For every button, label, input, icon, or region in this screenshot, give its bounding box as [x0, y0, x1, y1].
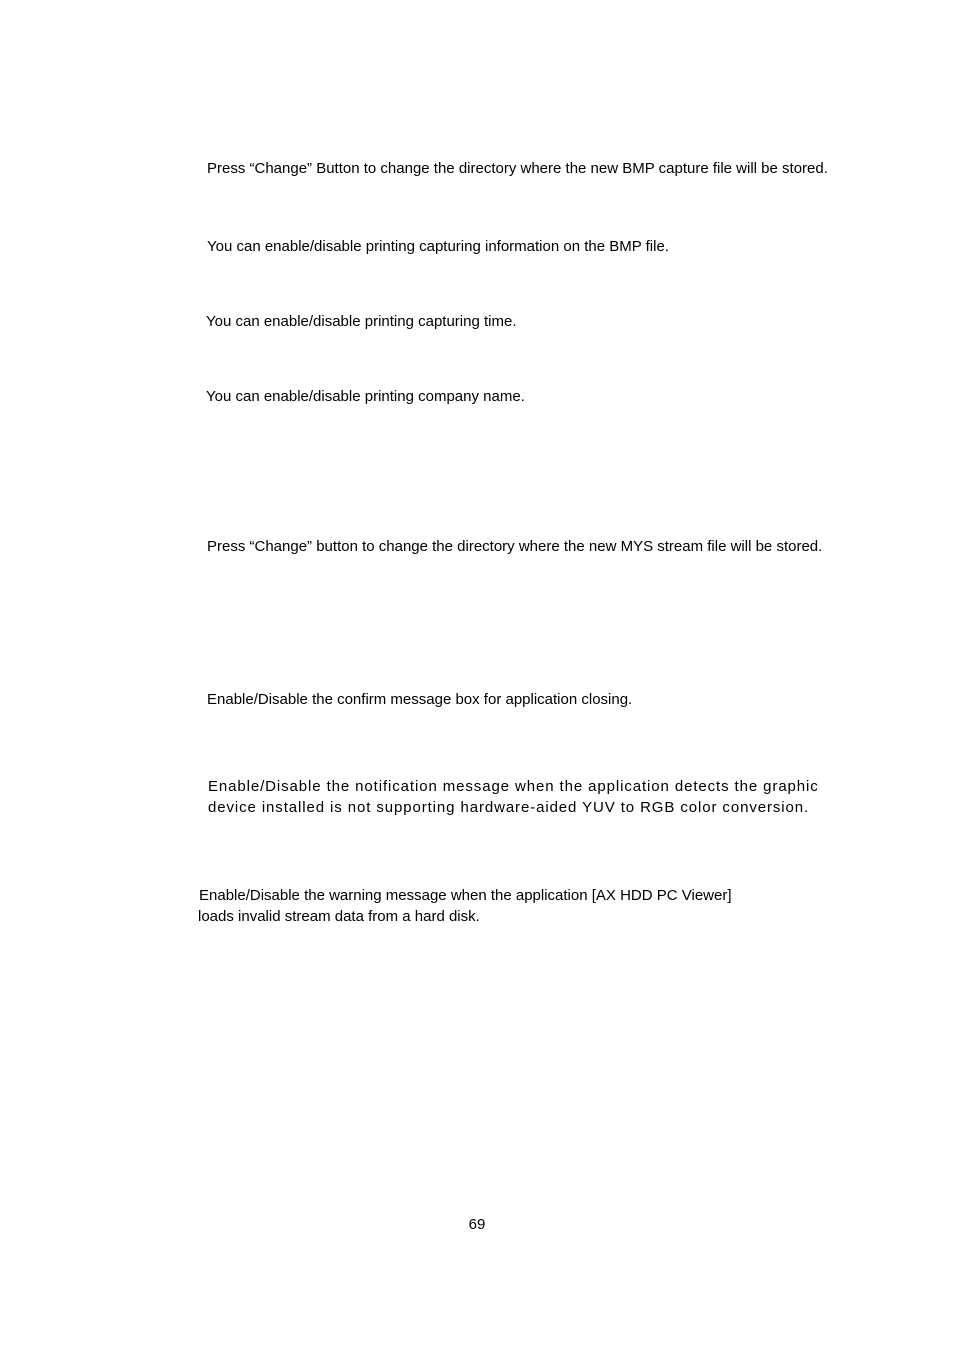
- invalid-stream-line: Enable/Disable the warning message when the application [AX HDD PC Viewer]: [199, 887, 732, 904]
- invalid-stream-line: loads invalid stream data from a hard disk.: [198, 908, 480, 925]
- yuv-notification-line: Enable/Disable the notification message when the application detects the graphic: [208, 778, 819, 795]
- bmp-directory-text: Press “Change” Button to change the directory where the new BMP capture file will be stored.: [207, 160, 828, 177]
- mys-directory-text: Press “Change” button to change the directory where the new MYS stream file will be stored.: [207, 538, 823, 555]
- capture-time-text: You can enable/disable printing capturing time.: [206, 313, 517, 330]
- page-number: 69: [468, 1216, 486, 1233]
- confirm-close-text: Enable/Disable the confirm message box for application closing.: [207, 691, 633, 708]
- company-name-text: You can enable/disable printing company name.: [206, 388, 525, 405]
- bmp-capture-info-text: You can enable/disable printing capturing information on the BMP file.: [207, 238, 669, 255]
- yuv-notification-line: device installed is not supporting hardware-aided YUV to RGB color conversion.: [208, 799, 810, 816]
